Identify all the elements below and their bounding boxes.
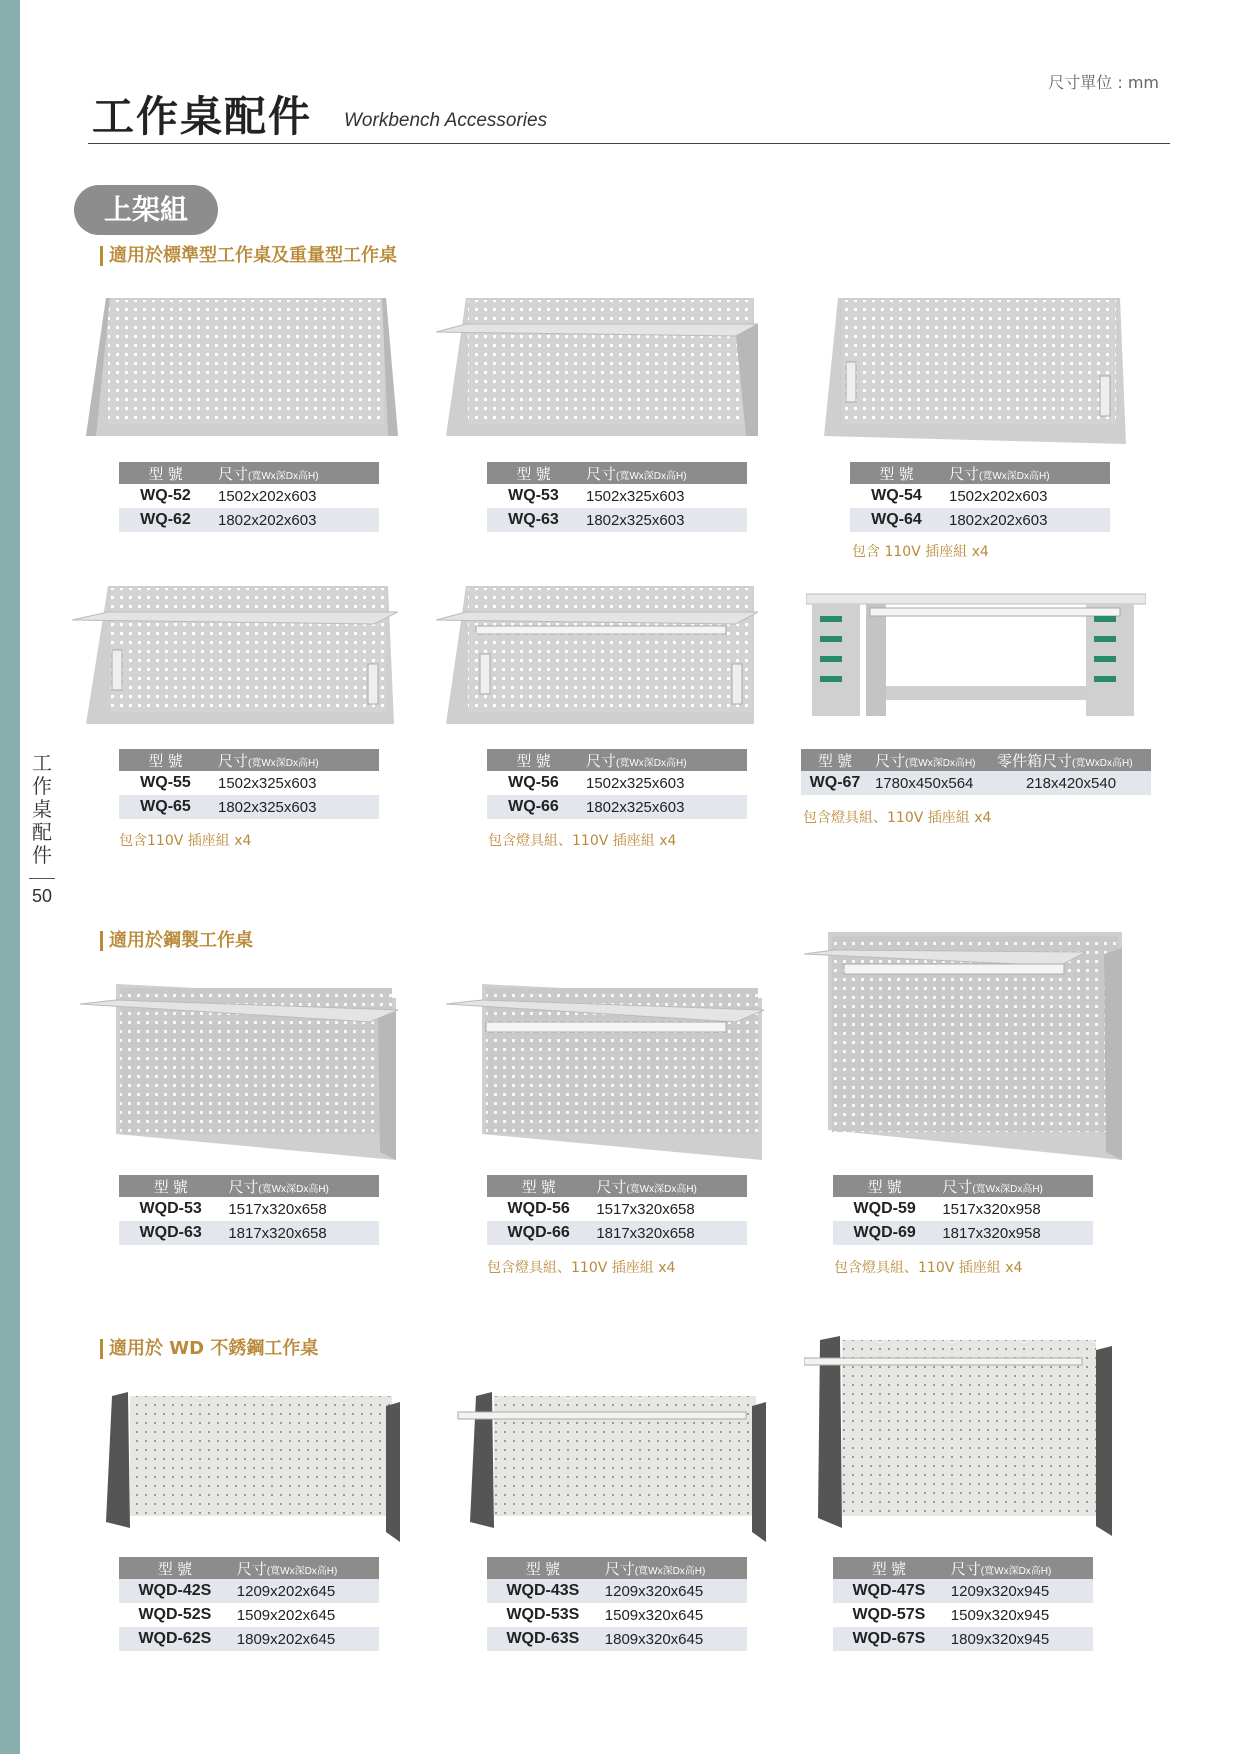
model-cell: WQ-54	[871, 487, 922, 504]
model-cell: WQD-42S	[119, 1579, 231, 1603]
header-size: 尺寸(寬Wx深Dx高H)	[936, 1175, 1093, 1197]
header-size: 尺寸(寬Wx深Dx高H)	[580, 749, 747, 771]
page-subtitle: Workbench Accessories	[344, 110, 548, 131]
section-pill: 上架組	[74, 185, 218, 235]
header-model: 型 號	[119, 749, 212, 771]
model-cell: WQ-62	[119, 508, 212, 532]
size-cell: 1509x320x645	[604, 1606, 704, 1624]
header-size: 尺寸(寬Wx深Dx高H)	[943, 462, 1110, 484]
header-model: 型 號	[850, 462, 943, 484]
product-note: 包含110V 插座組 x4	[119, 833, 252, 849]
model-cell: WQ-65	[119, 795, 212, 819]
model-cell: WQD-53	[139, 1200, 202, 1217]
spec-table-5	[487, 749, 747, 819]
product-image-wq-54	[824, 296, 1126, 446]
spec-table-8	[487, 1175, 747, 1245]
spec-table-1	[119, 462, 379, 532]
model-cell: WQD-63	[119, 1221, 222, 1245]
size-cell: 1817x320x658	[222, 1221, 379, 1245]
size-cell: 1502x202x603	[217, 487, 317, 505]
header-size: 尺寸(寬Wx深Dx高H)	[231, 1557, 379, 1579]
model-cell: WQ-52	[140, 487, 191, 504]
header-model: 型 號	[833, 1175, 936, 1197]
product-image-wqd-47s	[804, 1336, 1112, 1536]
model-cell: WQ-66	[487, 795, 580, 819]
header-size: 尺寸(寬Wx深Dx高H)	[869, 749, 991, 771]
size-cell: 1802x202x603	[943, 508, 1110, 532]
size-cell: 1509x320x945	[950, 1606, 1050, 1624]
size-cell: 1802x325x603	[580, 508, 747, 532]
model-cell: WQ-67	[801, 771, 869, 795]
product-image-wq-56	[436, 584, 758, 734]
product-note: 包含 110V 插座組 x4	[852, 544, 989, 560]
spec-table-11	[487, 1557, 747, 1651]
page-number: 50	[31, 886, 53, 906]
product-note: 包含燈具組、110V 插座組 x4	[487, 1260, 676, 1276]
spec-table-3	[850, 462, 1110, 532]
section-heading-stainless: 適用於 WD 不銹鋼工作桌	[100, 1339, 318, 1359]
spec-table-10	[119, 1557, 379, 1651]
model-cell: WQD-47S	[833, 1579, 945, 1603]
section-heading-standard: 適用於標準型工作桌及重量型工作桌	[100, 246, 397, 266]
spec-table-12	[833, 1557, 1093, 1651]
sidebar-divider	[29, 878, 55, 879]
header-size: 尺寸(寬Wx深Dx高H)	[212, 462, 379, 484]
model-cell: WQ-64	[850, 508, 943, 532]
size-cell: 1502x325x603	[585, 487, 685, 505]
header-model: 型 號	[487, 749, 580, 771]
spec-table-9	[833, 1175, 1093, 1245]
spec-table-4	[119, 749, 379, 819]
size-cell: 1809x202x645	[231, 1627, 379, 1651]
size-cell: 1809x320x945	[945, 1627, 1093, 1651]
size-cell: 1517x320x658	[228, 1200, 327, 1218]
product-note: 包含燈具組、110V 插座組 x4	[803, 810, 992, 826]
section-heading-steel: 適用於鋼製工作桌	[100, 931, 253, 951]
header-box: 零件箱尺寸(寬WxDx高H)	[991, 749, 1151, 771]
size-cell: 1517x320x958	[942, 1200, 1041, 1218]
model-cell: WQ-63	[487, 508, 580, 532]
header-model: 型 號	[119, 1175, 222, 1197]
product-image-wq-67	[806, 590, 1146, 720]
header-size: 尺寸(寬Wx深Dx高H)	[945, 1557, 1093, 1579]
size-cell: 1817x320x958	[936, 1221, 1093, 1245]
product-image-wq-55	[72, 584, 398, 734]
model-cell: WQD-67S	[833, 1627, 945, 1651]
title-rule	[88, 143, 1170, 144]
model-cell: WQD-63S	[487, 1627, 599, 1651]
box-cell: 218x420x540	[991, 771, 1151, 795]
product-image-wq-52	[86, 296, 398, 446]
unit-note: 尺寸單位 : mm	[1048, 73, 1159, 92]
header-size: 尺寸(寬Wx深Dx高H)	[212, 749, 379, 771]
header-size: 尺寸(寬Wx深Dx高H)	[599, 1557, 747, 1579]
size-cell: 1802x202x603	[212, 508, 379, 532]
page-title: 工作桌配件	[92, 92, 313, 141]
size-cell: 1817x320x658	[590, 1221, 747, 1245]
size-cell: 1509x202x645	[236, 1606, 336, 1624]
header-model: 型 號	[801, 749, 869, 771]
sidebar-bar	[0, 0, 20, 1754]
model-cell: WQD-59	[853, 1200, 916, 1217]
header-size: 尺寸(寬Wx深Dx高H)	[222, 1175, 379, 1197]
model-cell: WQD-62S	[119, 1627, 231, 1651]
header-size: 尺寸(寬Wx深Dx高H)	[590, 1175, 747, 1197]
product-image-wq-53	[436, 296, 758, 446]
size-cell: 1209x320x645	[599, 1579, 747, 1603]
header-model: 型 號	[119, 462, 212, 484]
product-image-wqd-43s	[456, 1392, 766, 1542]
product-image-wqd-56	[446, 982, 766, 1162]
model-cell: WQD-53S	[506, 1606, 580, 1623]
model-cell: WQD-52S	[138, 1606, 212, 1623]
model-cell: WQ-55	[140, 774, 191, 791]
size-cell: 1209x320x945	[945, 1579, 1093, 1603]
size-cell: 1502x325x603	[585, 774, 685, 792]
size-cell: 1802x325x603	[580, 795, 747, 819]
header-model: 型 號	[833, 1557, 945, 1579]
model-cell: WQD-56	[507, 1200, 570, 1217]
product-image-wqd-53	[80, 982, 400, 1162]
model-cell: WQD-57S	[852, 1606, 926, 1623]
size-cell: 1780x450x564	[869, 771, 991, 795]
model-cell: WQ-56	[508, 774, 559, 791]
product-image-wqd-42s	[106, 1392, 400, 1542]
header-model: 型 號	[487, 462, 580, 484]
model-cell: WQD-66	[487, 1221, 590, 1245]
model-cell: WQD-69	[833, 1221, 936, 1245]
header-model: 型 號	[119, 1557, 231, 1579]
size-cell: 1809x320x645	[599, 1627, 747, 1651]
header-model: 型 號	[487, 1175, 590, 1197]
product-image-wqd-59	[804, 930, 1126, 1162]
model-cell: WQ-53	[508, 487, 559, 504]
model-cell: WQD-43S	[487, 1579, 599, 1603]
size-cell: 1802x325x603	[212, 795, 379, 819]
spec-table-2	[487, 462, 747, 532]
spec-table-7	[119, 1175, 379, 1245]
header-model: 型 號	[487, 1557, 599, 1579]
spec-table-6	[801, 749, 1151, 795]
size-cell: 1209x202x645	[231, 1579, 379, 1603]
header-size: 尺寸(寬Wx深Dx高H)	[580, 462, 747, 484]
sidebar-label: 工作桌配件	[32, 751, 52, 867]
size-cell: 1517x320x658	[596, 1200, 695, 1218]
product-note: 包含燈具組、110V 插座組 x4	[488, 833, 677, 849]
size-cell: 1502x325x603	[217, 774, 317, 792]
product-note: 包含燈具組、110V 插座組 x4	[834, 1260, 1023, 1276]
size-cell: 1502x202x603	[948, 487, 1048, 505]
